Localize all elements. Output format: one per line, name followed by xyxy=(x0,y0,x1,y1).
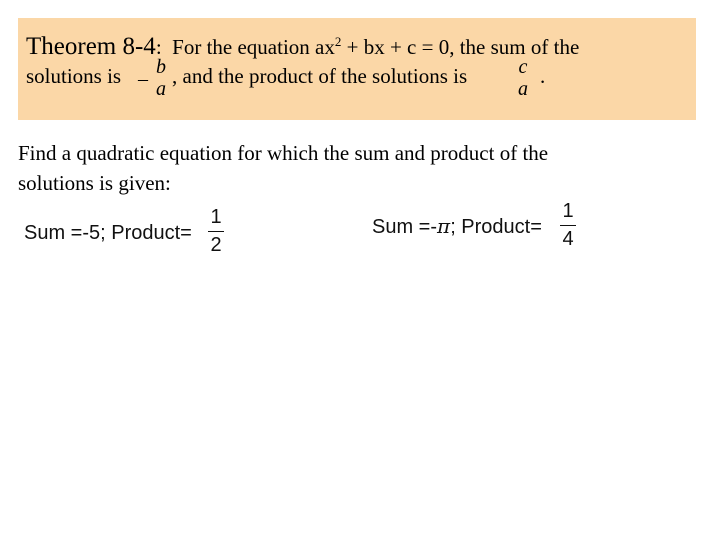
product-denominator: a xyxy=(518,78,528,100)
problem-2-numerator: 1 xyxy=(562,200,574,222)
theorem-text-2: + bx + c = 0, the sum of the xyxy=(341,35,580,59)
problem-1-text xyxy=(24,222,192,245)
theorem-text-4: , and the product of the solutions is xyxy=(172,64,468,88)
theorem-text-3: solutions is xyxy=(26,64,122,88)
problem-2-prefix-a: Sum =- xyxy=(372,216,438,238)
instruction-text: Find a quadratic equation for which the sum and product of the solutions is given: xyxy=(18,141,549,195)
theorem-text-1: For the equation ax xyxy=(172,35,335,59)
sum-fraction xyxy=(154,56,168,100)
problem-2-denominator: 4 xyxy=(562,228,574,250)
problem-1-denominator: 2 xyxy=(210,234,222,256)
theorem-colon: : xyxy=(155,35,162,59)
theorem-box xyxy=(18,18,696,120)
theorem-period-wrap xyxy=(540,64,545,89)
theorem-title: Theorem 8-4 xyxy=(26,33,156,60)
problem-2-fraction xyxy=(560,200,576,251)
fraction-bar xyxy=(560,225,576,226)
sum-denominator: a xyxy=(156,78,166,100)
product-numerator: c xyxy=(518,56,528,78)
product-fraction xyxy=(516,56,530,100)
problem-1-prefix: Sum =-5; Product= xyxy=(24,222,192,244)
problem-2-text xyxy=(372,214,542,239)
theorem-line-2b xyxy=(172,64,467,89)
problem-1-fraction xyxy=(208,206,224,257)
theorem-line-2 xyxy=(26,64,121,89)
sum-sign: – xyxy=(138,68,148,90)
problem-1-numerator: 1 xyxy=(210,206,222,228)
theorem-period: . xyxy=(540,64,546,88)
problem-2-prefix-b: ; Product= xyxy=(450,216,542,238)
sum-numerator: b xyxy=(156,56,166,78)
fraction-bar xyxy=(208,231,224,232)
exponent: 2 xyxy=(334,34,342,49)
pi-symbol: π xyxy=(437,214,451,238)
theorem-line-1 xyxy=(26,33,579,61)
